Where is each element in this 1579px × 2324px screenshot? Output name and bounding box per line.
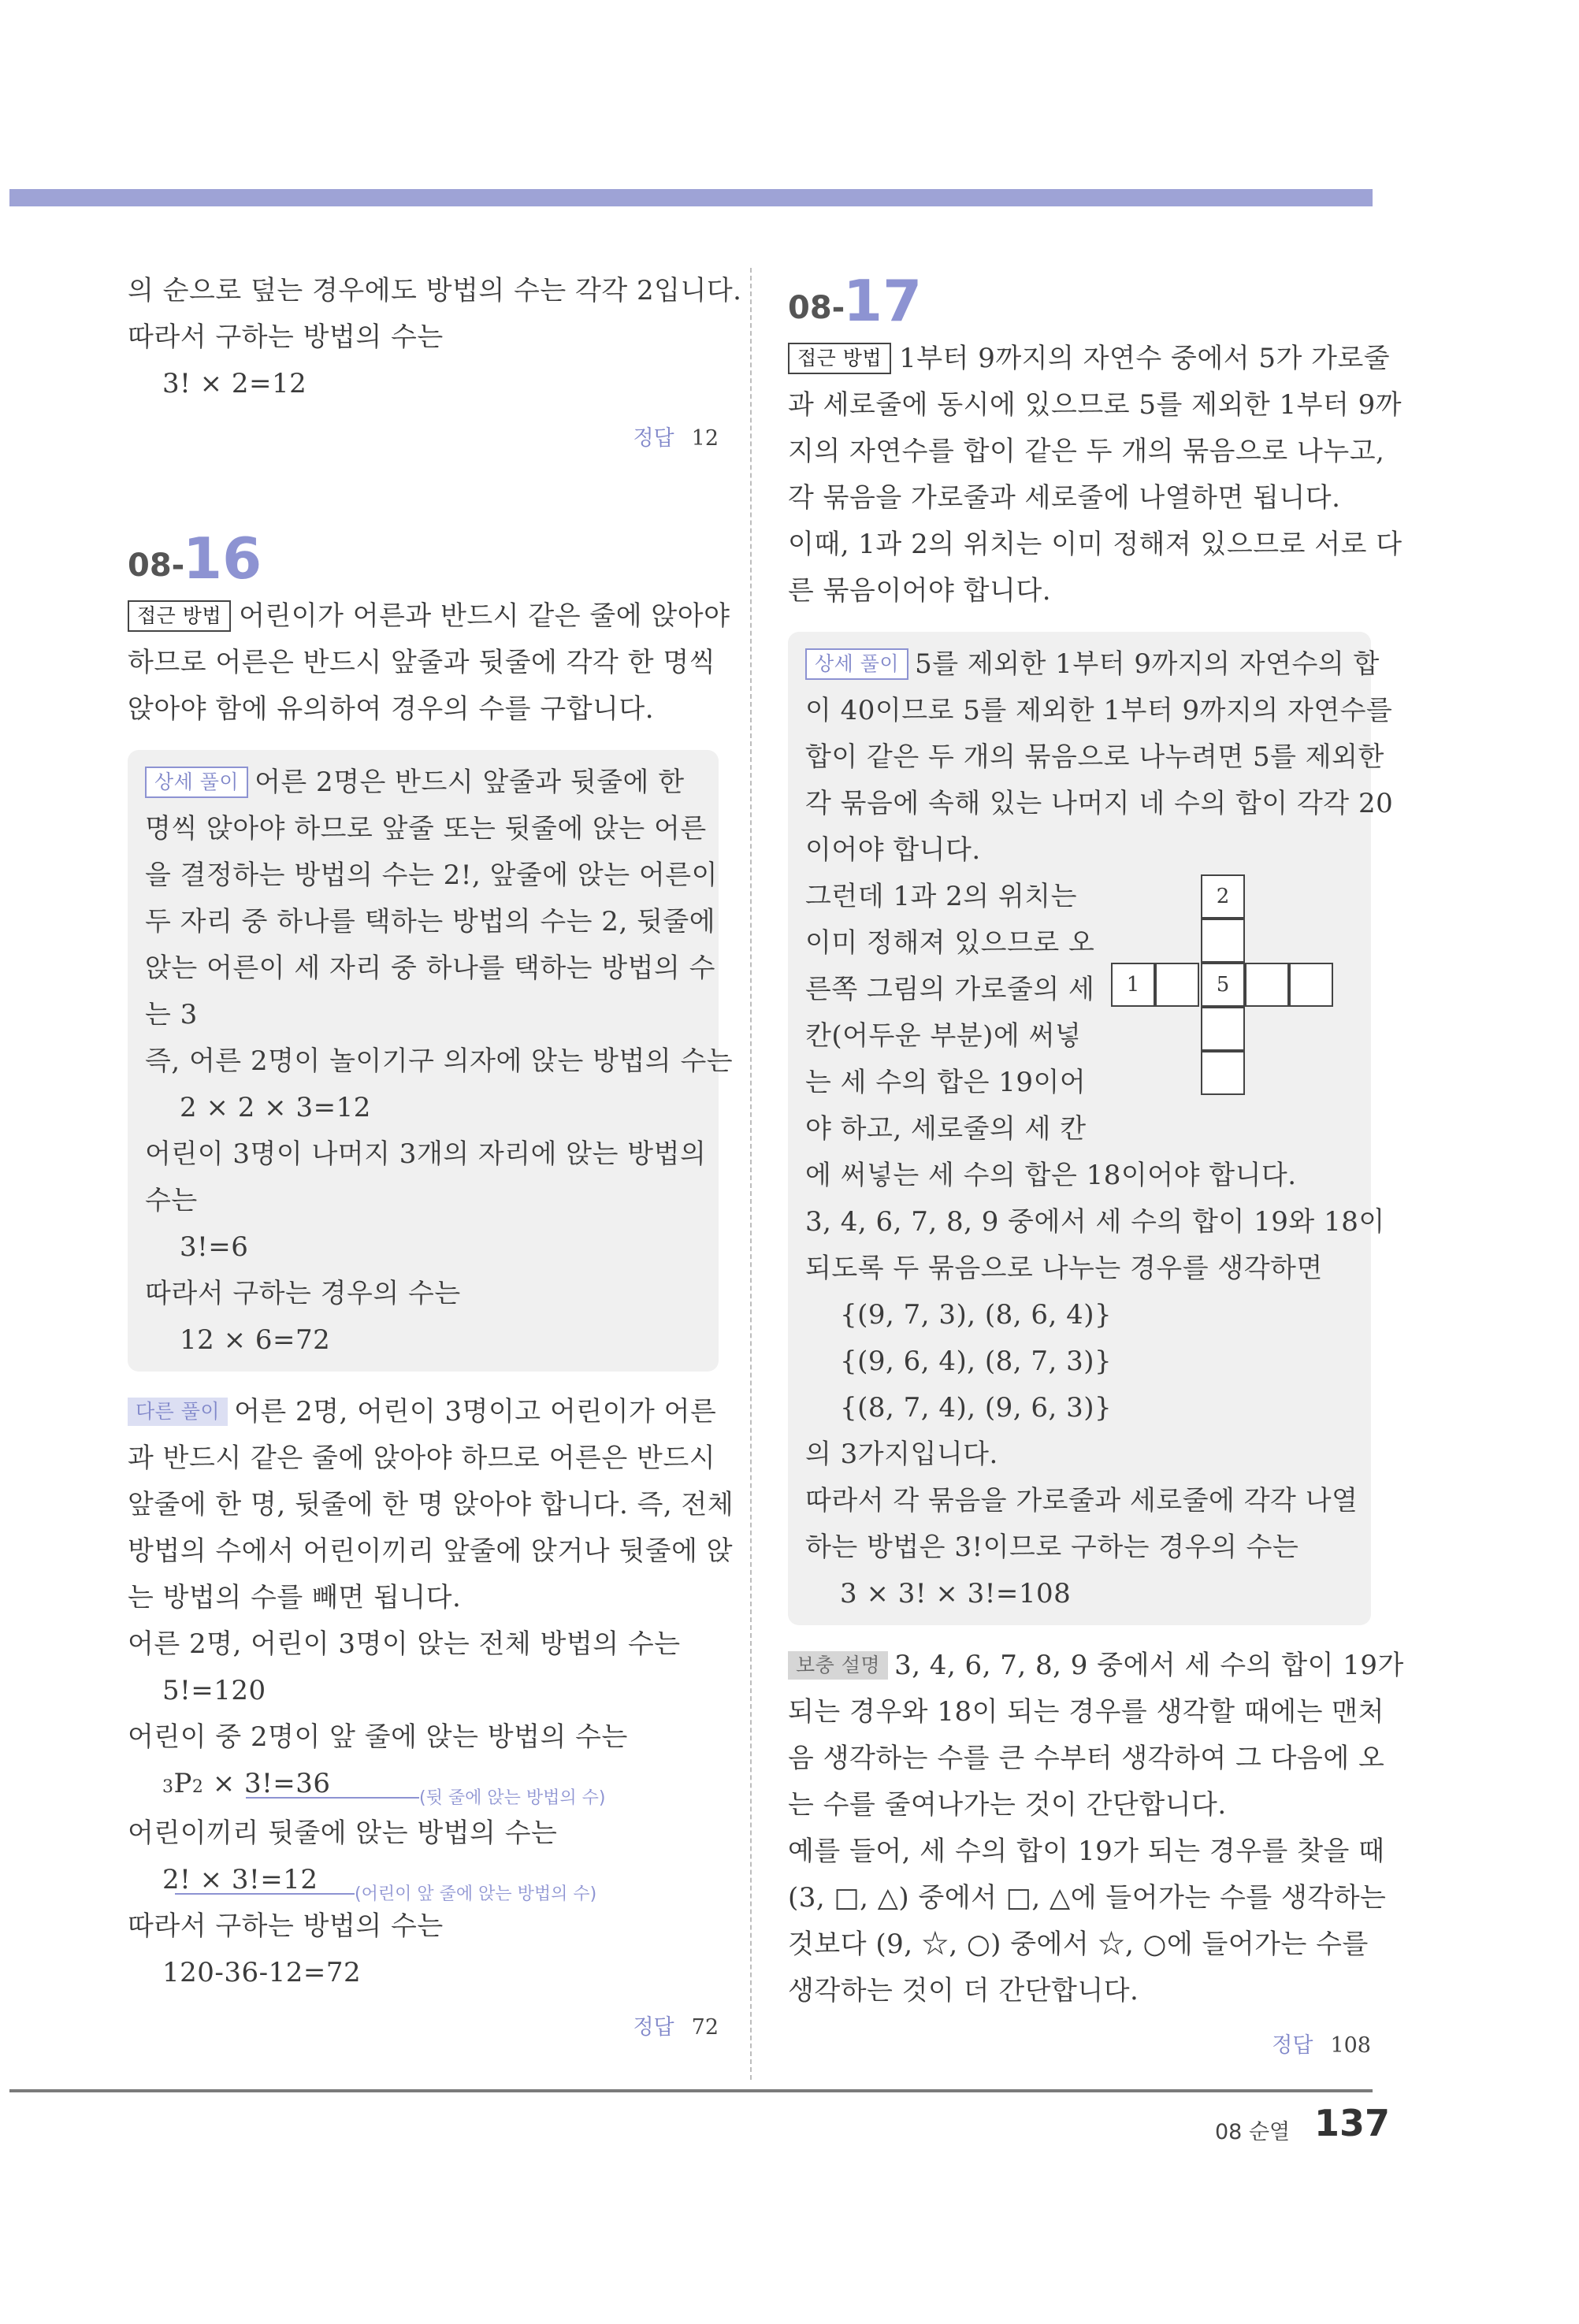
other-line-6: 어른 2명, 어린이 3명이 앉는 전체 방법의 수는 bbox=[128, 1628, 681, 1660]
r-detail-line-5: 이어야 합니다. bbox=[805, 834, 981, 866]
note-leader-1 bbox=[246, 1797, 419, 1799]
r-approach-line-5: 이때, 1과 2의 위치는 이미 정해져 있으므로 서로 다 bbox=[788, 529, 1403, 560]
answer-label: 정답 bbox=[1272, 2033, 1313, 2058]
extra-line-4: 는 수를 줄여나가는 것이 간단합니다. bbox=[788, 1789, 1227, 1821]
other-line-8: 어린이 중 2명이 앞 줄에 앉는 방법의 수는 bbox=[128, 1721, 628, 1753]
grid-cell-center: 5 bbox=[1201, 963, 1245, 1007]
answer-16 bbox=[128, 2012, 719, 2044]
detail-tag: 상세 풀이 bbox=[805, 648, 908, 680]
other-line-2: 과 반드시 같은 줄에 앉아야 하므로 어른은 반드시 bbox=[128, 1442, 716, 1474]
approach-line-3: 앉아야 함에 유의하여 경우의 수를 구합니다. bbox=[128, 693, 655, 725]
note-2: (어린이 앞 줄에 앉는 방법의 수) bbox=[355, 1884, 597, 1904]
extra-line-1: 보충 설명 3, 4, 6, 7, 8, 9 중에서 세 수의 합이 19가 bbox=[788, 1643, 1371, 1689]
answer-17 bbox=[788, 2030, 1371, 2062]
r-detail-line-7: 이미 정해져 있으므로 오 bbox=[805, 927, 1095, 959]
r-detail-line-19: 따라서 각 묶음을 가로줄과 세로줄에 각각 나열 bbox=[805, 1485, 1358, 1517]
r-detail-line-2: 이 40이므로 5를 제외한 1부터 9까지의 자연수를 bbox=[805, 695, 1393, 726]
extra-line-5: 예를 들어, 세 수의 합이 19가 되는 경우를 찾을 때 bbox=[788, 1836, 1385, 1867]
r-detail-equation: 3 × 3! × 3!=108 bbox=[840, 1578, 1072, 1609]
answer-value: 72 bbox=[691, 2015, 719, 2040]
bottom-rule bbox=[9, 2089, 1373, 2092]
other-equation-1: 5!=120 bbox=[162, 1675, 266, 1706]
r-approach-line-3: 지의 자연수를 합이 같은 두 개의 묶음으로 나누고, bbox=[788, 436, 1385, 467]
extra-tag: 보충 설명 bbox=[788, 1651, 888, 1680]
detail-line-5: 앉는 어른이 세 자리 중 하나를 택하는 방법의 수 bbox=[145, 952, 715, 984]
question-number: 17 bbox=[843, 268, 923, 334]
question-title-17 bbox=[788, 268, 1371, 334]
r-detail-line-18: 의 3가지입니다. bbox=[805, 1439, 998, 1470]
grid-cell-left: 1 bbox=[1111, 963, 1155, 1007]
detail-line-1: 상세 풀이 어른 2명은 반드시 앞줄과 뒷줄에 한 bbox=[145, 759, 701, 806]
detail-line-12: 따라서 구하는 경우의 수는 bbox=[145, 1278, 461, 1309]
r-detail-set-2: {(9, 6, 4), (8, 7, 3)} bbox=[840, 1346, 1113, 1377]
detail-equation-2: 3!=6 bbox=[180, 1231, 249, 1263]
extra-line-8: 생각하는 것이 더 간단합니다. bbox=[788, 1975, 1139, 2007]
r-detail-line-6: 그런데 1과 2의 위치는 bbox=[805, 881, 1077, 912]
other3-line: 따라서 구하는 방법의 수는 bbox=[128, 1910, 444, 1942]
r-detail-line-8: 른쪽 그림의 가로줄의 세 bbox=[805, 974, 1095, 1005]
detail-equation-3: 12 × 6=72 bbox=[180, 1324, 331, 1356]
other-line-1: 다른 풀이 어른 2명, 어린이 3명이고 어린이가 어른 bbox=[128, 1389, 719, 1435]
detail-line-9: 어린이 3명이 나머지 3개의 자리에 앉는 방법의 bbox=[145, 1138, 707, 1170]
r-detail-line-14: 되도록 두 묶음으로 나누는 경우를 생각하면 bbox=[805, 1253, 1323, 1284]
r-detail-set-1: {(9, 7, 3), (8, 6, 4)} bbox=[840, 1299, 1113, 1331]
question-prefix: 08- bbox=[788, 290, 845, 326]
page-number: 137 bbox=[1314, 2102, 1391, 2144]
grid-cell-top: 2 bbox=[1201, 874, 1245, 919]
column-divider bbox=[750, 268, 752, 2080]
detail-box-16 bbox=[128, 750, 734, 1372]
answer-label: 정답 bbox=[633, 2015, 674, 2040]
chapter-label: 08 순열 bbox=[1215, 2120, 1291, 2144]
r-detail-line-3: 합이 같은 두 개의 묶음으로 나누려면 5를 제외한 bbox=[805, 741, 1384, 773]
answer-label: 정답 bbox=[633, 426, 674, 451]
r-detail-line-12: 에 써넣는 세 수의 합은 18이어야 합니다. bbox=[805, 1160, 1297, 1191]
r-detail-line-10: 는 세 수의 합은 19이어 bbox=[805, 1067, 1087, 1098]
detail-line-3: 을 결정하는 방법의 수는 2!, 앞줄에 앉는 어른이 bbox=[145, 859, 718, 891]
extra-line-6: (3, □, △) 중에서 □, △에 들어가는 수를 생각하는 bbox=[788, 1882, 1387, 1914]
question-number: 16 bbox=[183, 525, 262, 592]
perm-equation-row bbox=[128, 1761, 719, 1810]
eq2-row bbox=[128, 1857, 719, 1903]
grid-cell-col-4 bbox=[1201, 1007, 1245, 1051]
other-tag: 다른 풀이 bbox=[128, 1398, 228, 1426]
detail-equation-1: 2 × 2 × 3=12 bbox=[180, 1092, 371, 1123]
r-approach-line-4: 각 묶음을 가로줄과 세로줄에 나열하면 됩니다. bbox=[788, 482, 1341, 514]
grid-cell-col-5 bbox=[1201, 1051, 1245, 1095]
detail-line-7: 즉, 어른 2명이 놀이기구 의자에 앉는 방법의 수는 bbox=[145, 1045, 734, 1077]
extra-line-2: 되는 경우와 18이 되는 경우를 생각할 때에는 맨처 bbox=[788, 1696, 1384, 1728]
detail-line-6: 는 3 bbox=[145, 999, 198, 1030]
left-column bbox=[128, 268, 742, 2059]
r-detail-line-13: 3, 4, 6, 7, 8, 9 중에서 세 수의 합이 19와 18이 bbox=[805, 1206, 1385, 1238]
left-cont-equation: 3! × 2=12 bbox=[162, 368, 307, 399]
top-color-bar bbox=[9, 189, 1373, 206]
left-cont-line-2: 따라서 구하는 방법의 수는 bbox=[128, 321, 444, 353]
other-line-4: 방법의 수에서 어린이끼리 앞줄에 앉거나 뒷줄에 앉 bbox=[128, 1535, 734, 1567]
detail-line-4: 두 자리 중 하나를 택하는 방법의 수는 2, 뒷줄에 bbox=[145, 906, 716, 937]
other2-line: 어린이끼리 뒷줄에 앉는 방법의 수는 bbox=[128, 1817, 558, 1849]
detail-tag: 상세 풀이 bbox=[145, 767, 248, 798]
other-line-5: 는 방법의 수를 빼면 됩니다. bbox=[128, 1582, 462, 1613]
question-title-16 bbox=[128, 525, 719, 592]
grid-cell-row-2 bbox=[1155, 963, 1199, 1007]
r-detail-line-9: 칸(어두운 부분)에 써넣 bbox=[805, 1020, 1082, 1052]
approach-line-1: 접근 방법 어린이가 어른과 반드시 같은 줄에 앉아야 bbox=[128, 593, 719, 640]
extra-line-7: 것보다 (9, ☆, ○) 중에서 ☆, ○에 들어가는 수를 bbox=[788, 1929, 1369, 1960]
approach-line-2: 하므로 어른은 반드시 앞줄과 뒷줄에 각각 한 명씩 bbox=[128, 647, 716, 678]
perm-equation: 3P2 × 3!=36 bbox=[162, 1768, 331, 1799]
eq3: 120-36-12=72 bbox=[162, 1957, 362, 1988]
right-column bbox=[788, 268, 1404, 2077]
answer-15 bbox=[128, 423, 719, 455]
other-line-3: 앞줄에 한 명, 뒷줄에 한 명 앉아야 합니다. 즉, 전체 bbox=[128, 1489, 734, 1520]
detail-box-17 bbox=[788, 632, 1394, 1625]
r-detail-line-1: 상세 풀이 5를 제외한 1부터 9까지의 자연수의 합 bbox=[805, 641, 1354, 688]
eq2: 2! × 3!=12 bbox=[162, 1864, 318, 1895]
detail-line-2: 명씩 앉아야 하므로 앞줄 또는 뒷줄에 앉는 어른 bbox=[145, 813, 707, 845]
r-detail-set-3: {(8, 7, 4), (9, 6, 3)} bbox=[840, 1392, 1113, 1424]
answer-value: 12 bbox=[691, 426, 719, 451]
detail-line-10: 수는 bbox=[145, 1185, 198, 1216]
approach-tag: 접근 방법 bbox=[128, 600, 231, 632]
grid-cell-row-5 bbox=[1289, 963, 1333, 1007]
grid-cell-row-4 bbox=[1245, 963, 1289, 1007]
r-detail-line-11: 야 하고, 세로줄의 세 칸 bbox=[805, 1113, 1087, 1145]
r-detail-line-4: 각 묶음에 속해 있는 나머지 네 수의 합이 각각 20 bbox=[805, 788, 1394, 819]
note-1: (뒷 줄에 앉는 방법의 수) bbox=[419, 1788, 606, 1808]
r-detail-line-20: 하는 방법은 3!이므로 구하는 경우의 수는 bbox=[805, 1531, 1299, 1563]
note-leader-2 bbox=[175, 1893, 355, 1895]
r-approach-line-2: 과 세로줄에 동시에 있으므로 5를 제외한 1부터 9까 bbox=[788, 389, 1403, 421]
r-approach-line-6: 른 묶음이어야 합니다. bbox=[788, 575, 1052, 607]
approach-tag: 접근 방법 bbox=[788, 343, 891, 374]
question-prefix: 08- bbox=[128, 548, 185, 584]
answer-value: 108 bbox=[1330, 2033, 1371, 2058]
r-approach-line-1: 접근 방법 1부터 9까지의 자연수 중에서 5가 가로줄 bbox=[788, 336, 1371, 382]
left-cont-line-1: 의 순으로 덮는 경우에도 방법의 수는 각각 2입니다. bbox=[128, 275, 742, 306]
grid-cell-col-2 bbox=[1201, 919, 1245, 963]
extra-line-3: 음 생각하는 수를 큰 수부터 생각하여 그 다음에 오 bbox=[788, 1743, 1385, 1774]
